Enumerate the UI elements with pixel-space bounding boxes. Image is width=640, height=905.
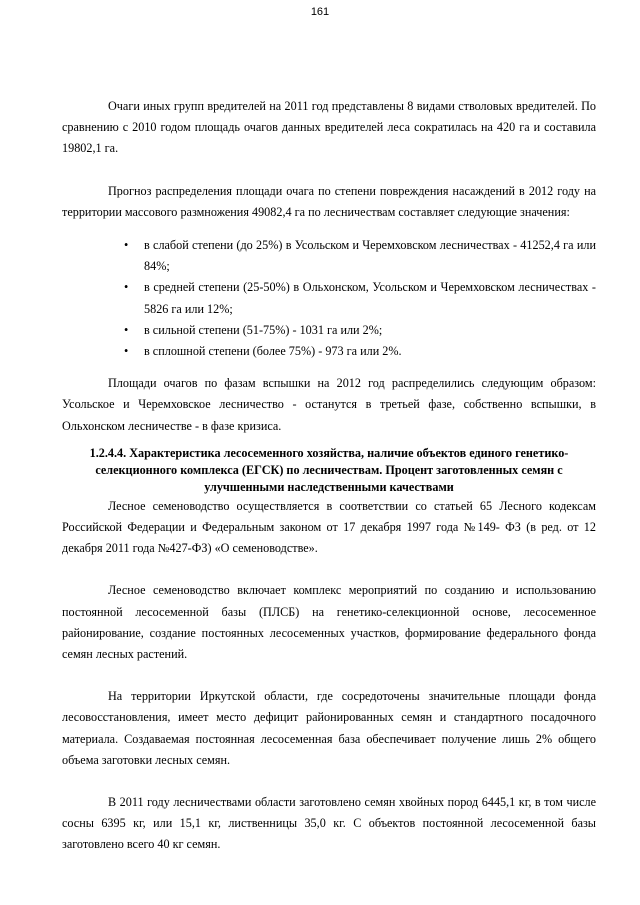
bullet-icon: • (124, 344, 129, 359)
list-item (62, 320, 596, 341)
paragraph-seed-deficit: На территории Иркутской области, где сосредоточены значительные площади фонда лесовосстановления, имеет место дефицит районированных семян и стандартного посадочного материала. Создаваемая постоянная лесосеменная база обеспечивает получение лишь 2% общего объема заготовки лесных семян. (62, 689, 596, 767)
damage-degree-list (62, 235, 596, 362)
list-item-text: в сильной степени (51-75%) - 1031 га или 2%; (144, 322, 383, 337)
paragraph-stem-pests: Очаги иных групп вредителей на 2011 год представлены 8 видами стволовых вредителей. По сравнению с 2010 годом площадь очагов данных вредителей леса сократилась на 420 га и составила 19802,1 га. (62, 99, 596, 156)
bullet-icon: • (124, 322, 129, 337)
list-item (62, 341, 596, 362)
paragraph-seed-harvest: В 2011 году лесничествами области заготовлено семян хвойных пород 6445,1 кг, в том числе сосны 6395 кг, или 15,1 кг, лиственницы 35,0 кг. С объектов постоянной лесосеменной базы заготовлено всего 40 кг семян. (62, 795, 596, 852)
paragraph-seed-legislation: Лесное семеноводство осуществляется в соответствии со статьей 65 Лесного кодексам Российской Федерации и Федеральным законом от 17 декабря 1997 года №149- ФЗ (в ред. от 12 декабря 2011 года №427-ФЗ) «О семеноводстве». (62, 498, 596, 556)
bullet-icon: • (124, 280, 129, 295)
list-item-text: в сплошной степени (более 75%) - 973 га или 2%. (144, 344, 402, 359)
list-item (62, 277, 596, 319)
list-item-text: в средней степени (25-50%) в Ольхонском, Усольском и Черемховском лесничествах - 5826 га или 12%; (144, 280, 596, 316)
document-body (62, 96, 596, 856)
list-item (62, 235, 596, 277)
bullet-icon: • (124, 238, 129, 253)
section-heading: 1.2.4.4. Характеристика лесосеменного хозяйства, наличие объектов единого генетико-селекционного комплекса (ЕГСК) по лесничествам. Процент заготовленных семян с улучшенными наследственными качествами (89, 445, 569, 494)
page-number: 161 (310, 6, 330, 18)
list-item-text: в слабой степени (до 25%) в Усольском и Черемховском лесничествах - 41252,4 га или 84%; (144, 238, 596, 274)
paragraph-seed-complex: Лесное семеноводство включает комплекс мероприятий по созданию и использованию постоянной лесосеменной базы (ПЛСБ) на генетико-селекционной основе, лесосеменное районирование, создание постоянных лесосеменных участков, формирование федерального фонда семян лесных растений. (62, 583, 596, 662)
paragraph-outbreak-phases: Площади очагов по фазам вспышки на 2012 год распределились следующим образом: Усольское и Черемховское лесничество - останутся в третьей фазе, собственно вспышки, в Ольхонском лесничестве - в фазе кризиса. (62, 376, 596, 433)
paragraph-forecast-intro: Прогноз распределения площади очага по степени повреждения насаждений в 2012 году на территории массового размножения 49082,4 га по лесничествам составляет следующие значения: (62, 183, 596, 219)
